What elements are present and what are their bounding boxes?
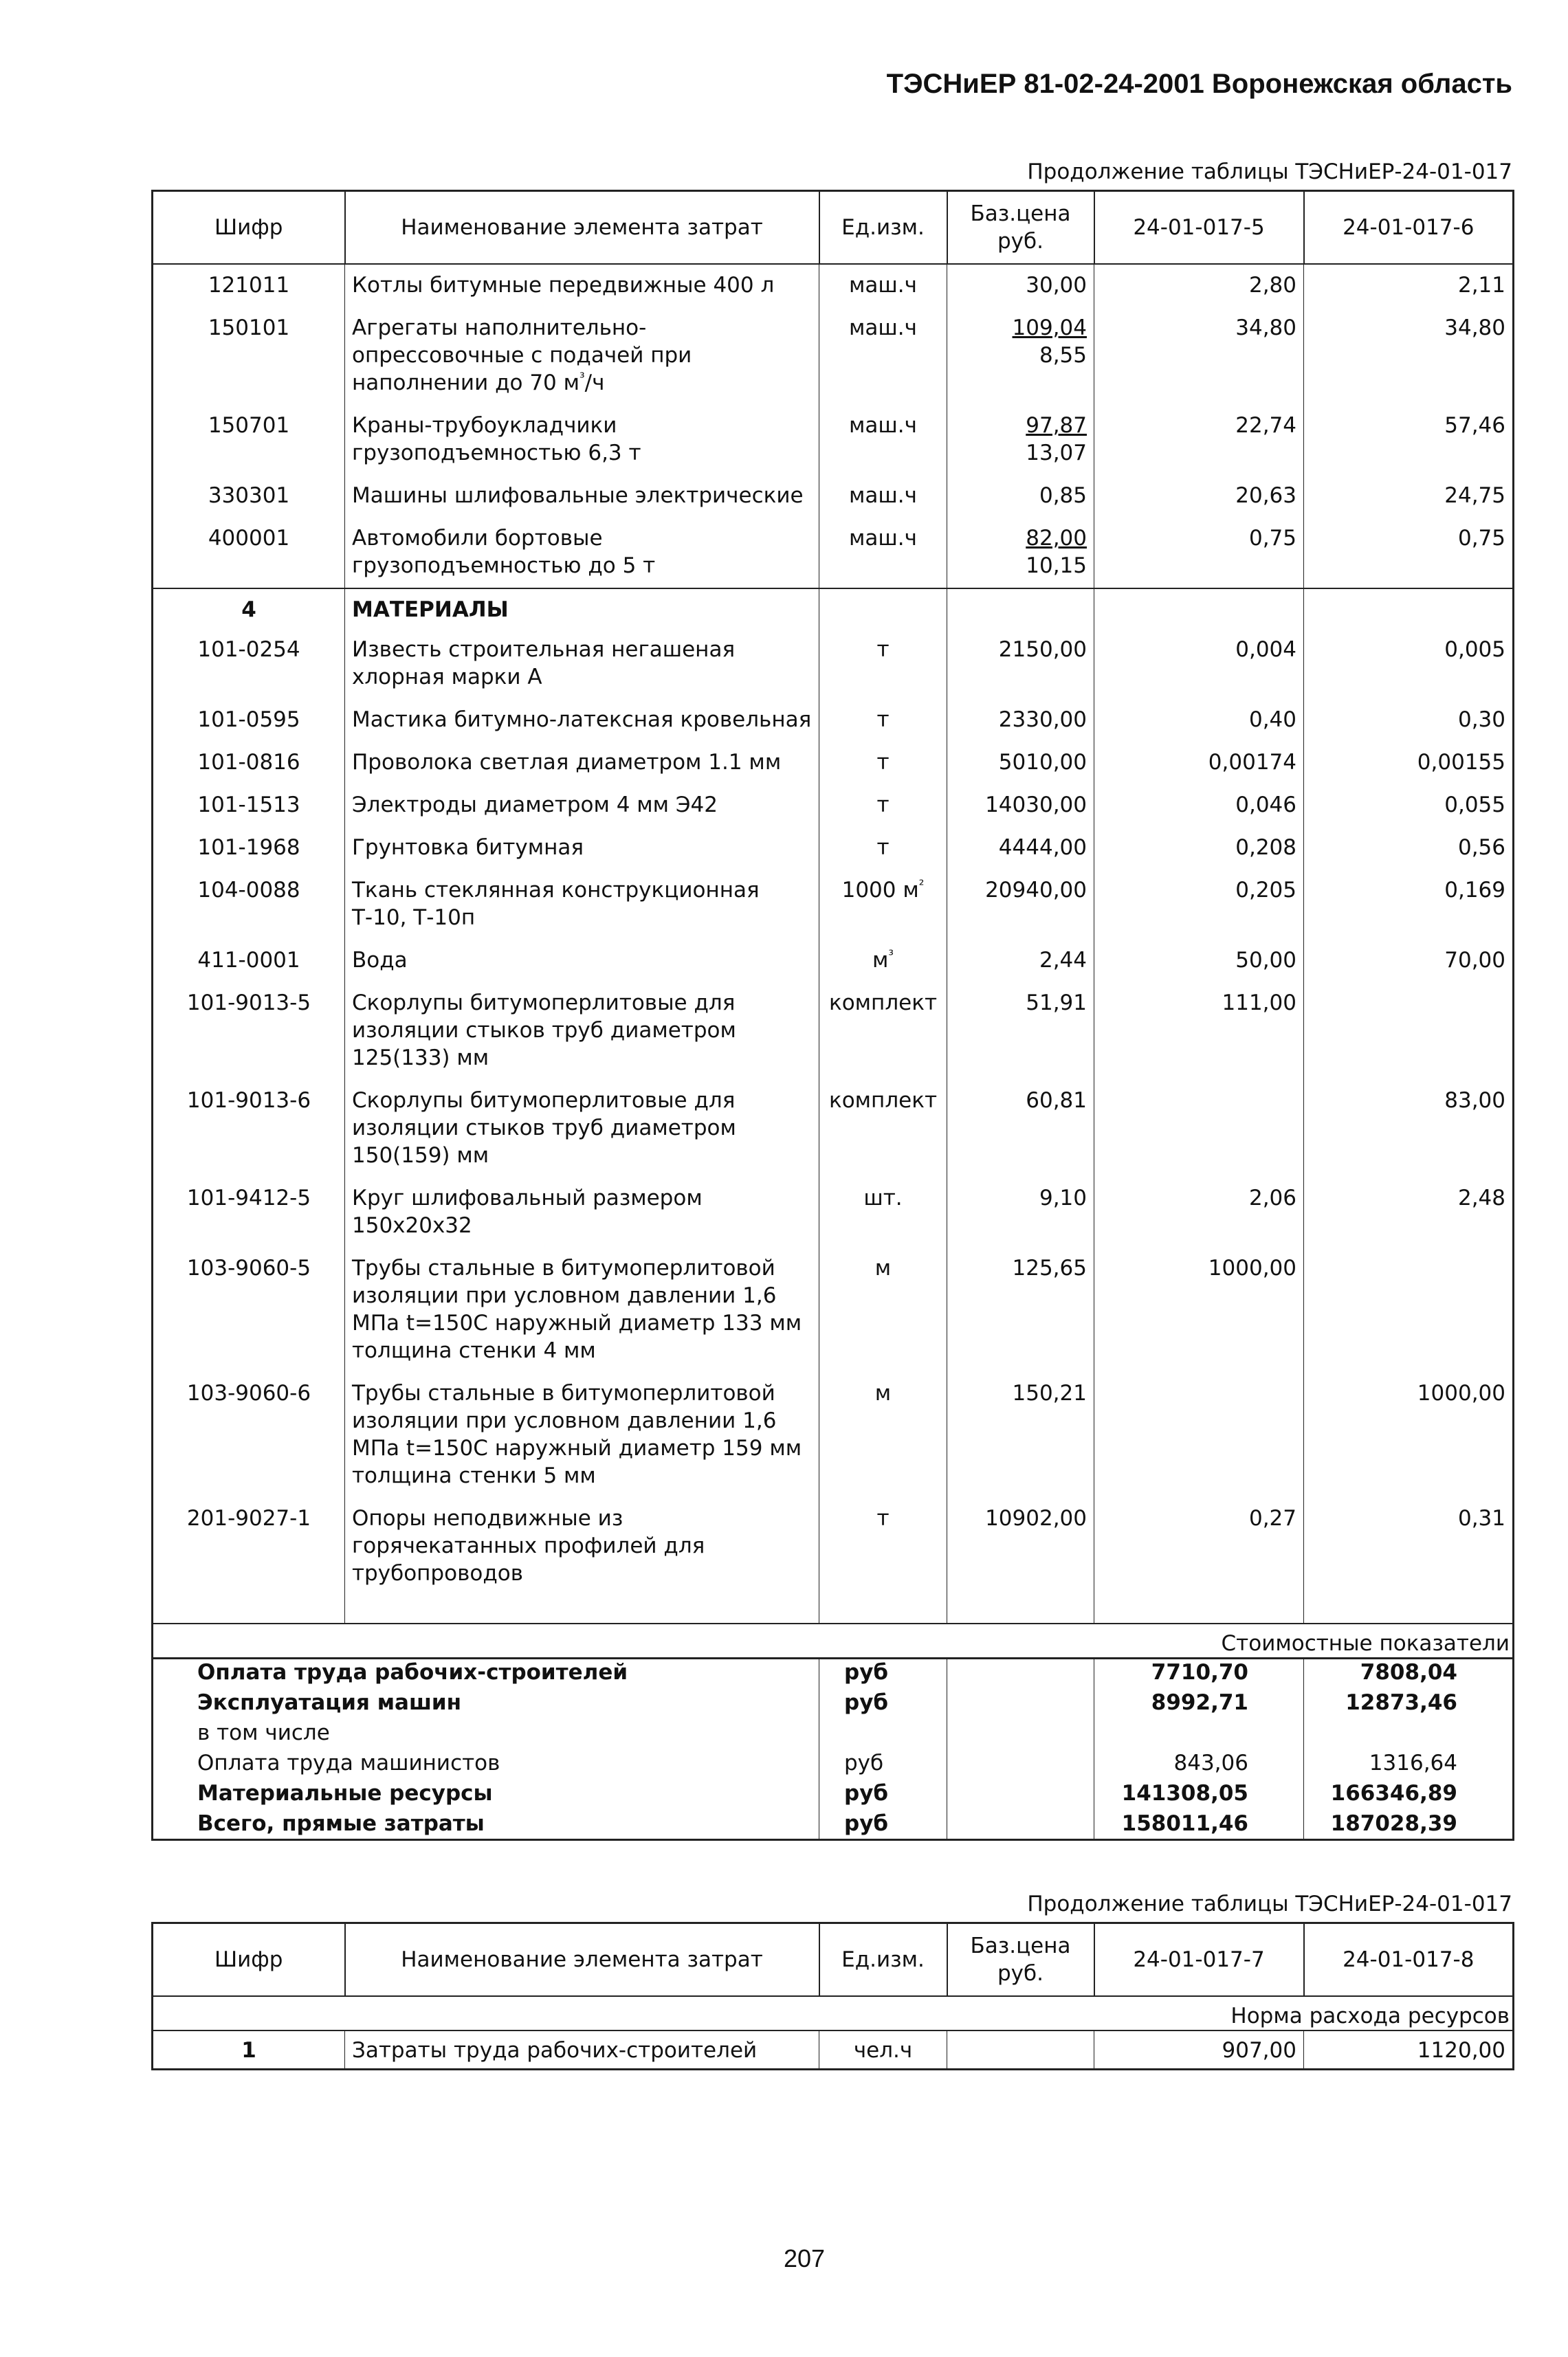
- table-row: [153, 870, 1514, 940]
- cell-price: 4444,00: [947, 827, 1094, 870]
- cost-price: [947, 1718, 1094, 1748]
- cell-col-6: [1304, 982, 1514, 1080]
- cell-col-5: 2,80: [1094, 264, 1304, 307]
- cell-name: Краны-трубоукладчики грузоподъемностью 6,3 т: [345, 405, 819, 475]
- cell-code: 150701: [153, 405, 345, 475]
- cost-row: [153, 1748, 1514, 1778]
- cell-price: 5010,00: [947, 742, 1094, 784]
- cost-summary-table: [151, 1657, 1514, 1841]
- header-unit: Ед.изм.: [819, 191, 947, 265]
- cell-unit: 1000 $м^{^2}$: [819, 870, 947, 940]
- cell-code: 400001: [153, 518, 345, 588]
- continuation-caption-2: Продолжение таблицы ТЭСНиЕР-24-01-017: [1027, 1892, 1512, 1916]
- header-unit: Ед.изм.: [819, 1923, 947, 1997]
- norms-band: Норма расхода ресурсов: [153, 1996, 1514, 2030]
- cell-price: 60,81: [947, 1080, 1094, 1177]
- cost-col-6: 187028,39: [1304, 1808, 1514, 1840]
- cell-col-5: 0,75: [1094, 518, 1304, 588]
- cost-row: [153, 1778, 1514, 1808]
- cell-unit: $м^{^3}$: [819, 940, 947, 982]
- cost-label: Всего, прямые затраты: [153, 1808, 819, 1840]
- cell-unit: м: [819, 1248, 947, 1373]
- cell-col-5: 0,208: [1094, 827, 1304, 870]
- cell-col-6: 24,75: [1304, 475, 1514, 518]
- table-row: [153, 405, 1514, 475]
- cell-unit: маш.ч: [819, 405, 947, 475]
- cell-code: 101-0254: [153, 629, 345, 699]
- cell-name: Мастика битумно-латексная кровельная: [345, 699, 819, 742]
- cell-code: 101-9013-5: [153, 982, 345, 1080]
- cell-col-5: 50,00: [1094, 940, 1304, 982]
- cost-row: [153, 1718, 1514, 1748]
- cell-code: 101-0816: [153, 742, 345, 784]
- cell-col-5: 0,27: [1094, 1498, 1304, 1595]
- cell-name: Затраты труда рабочих-строителей: [345, 2030, 819, 2070]
- table-row: [153, 699, 1514, 742]
- cell-code: 201-9027-1: [153, 1498, 345, 1595]
- document-header: ТЭСНиЕР 81-02-24-2001 Воронежская область: [886, 69, 1512, 99]
- cell-unit: т: [819, 699, 947, 742]
- cost-label: Эксплуатация машин: [153, 1687, 819, 1718]
- header-col-5: 24-01-017-5: [1094, 191, 1304, 265]
- table-row: [153, 982, 1514, 1080]
- cost-row: [153, 1687, 1514, 1718]
- cell-price: 125,65: [947, 1248, 1094, 1373]
- cell-price: 2150,00: [947, 629, 1094, 699]
- cell-name: Известь строительная негашеная хлорная марки А: [345, 629, 819, 699]
- cost-col-5: 7710,70: [1094, 1657, 1304, 1687]
- cell-col-5: 34,80: [1094, 307, 1304, 405]
- cell-price: 20940,00: [947, 870, 1094, 940]
- section-code: 4: [153, 588, 345, 629]
- price-total: 109,04: [1012, 316, 1087, 340]
- header-col-8: 24-01-017-8: [1304, 1923, 1514, 1997]
- cell-col-5: 0,00174: [1094, 742, 1304, 784]
- cell-name: Ткань стеклянная конструкционная Т-10, Т-10п: [345, 870, 819, 940]
- cell-col-6: 2,11: [1304, 264, 1514, 307]
- table-row: [153, 2030, 1514, 2070]
- cell-col-6: 2,48: [1304, 1177, 1514, 1248]
- cost-price: [947, 1657, 1094, 1687]
- cell-price: 14030,00: [947, 784, 1094, 827]
- cell-unit: маш.ч: [819, 475, 947, 518]
- cell-col-6: 34,80: [1304, 307, 1514, 405]
- cell-col-6: 57,46: [1304, 405, 1514, 475]
- cell-col-5: [1094, 588, 1304, 629]
- cell-col-6: 0,169: [1304, 870, 1514, 940]
- cell-name: Круг шлифовальный размером 150х20х32: [345, 1177, 819, 1248]
- cell-col-6: 83,00: [1304, 1080, 1514, 1177]
- table-row: [153, 629, 1514, 699]
- cell-price: 2330,00: [947, 699, 1094, 742]
- table-row: [153, 1177, 1514, 1248]
- cost-unit: руб: [819, 1808, 947, 1840]
- section-row: [153, 588, 1514, 629]
- cell-col-5: [1094, 1080, 1304, 1177]
- cell-col-6: [1304, 588, 1514, 629]
- cell-col-7: 907,00: [1094, 2030, 1304, 2070]
- cost-unit: руб: [819, 1687, 947, 1718]
- cost-col-5: 843,06: [1094, 1748, 1304, 1778]
- cost-price: [947, 1778, 1094, 1808]
- cell-price: [947, 2030, 1094, 2070]
- table-row: [153, 1373, 1514, 1498]
- table-row: [153, 827, 1514, 870]
- cell-price: 2,44: [947, 940, 1094, 982]
- header-price: Баз.цена руб.: [947, 191, 1094, 265]
- cost-label: в том числе: [153, 1718, 819, 1748]
- price-total: 82,00: [1026, 526, 1087, 551]
- cell-name: Проволока светлая диаметром 1.1 мм: [345, 742, 819, 784]
- price-wage-part: 8,55: [1039, 343, 1087, 368]
- table-row: [153, 742, 1514, 784]
- cost-row: [153, 1657, 1514, 1687]
- cost-label: Оплата труда машинистов: [153, 1748, 819, 1778]
- cell-name: Скорлупы битумоперлитовые для изоляции стыков труб диаметром 150(159) мм: [345, 1080, 819, 1177]
- header-name: Наименование элемента затрат: [345, 1923, 819, 1997]
- header-col-6: 24-01-017-6: [1304, 191, 1514, 265]
- cell-col-5: 22,74: [1094, 405, 1304, 475]
- table-header-row: [153, 1923, 1514, 1997]
- cell-unit: [819, 588, 947, 629]
- cell-name: Котлы битумные передвижные 400 л: [345, 264, 819, 307]
- cost-indicators-band: Стоимостные показатели: [153, 1624, 1514, 1659]
- cell-name: Опоры неподвижные из горячекатанных профилей для трубопроводов: [345, 1498, 819, 1595]
- cost-row: [153, 1808, 1514, 1840]
- table-row: [153, 475, 1514, 518]
- cost-col-5: [1094, 1718, 1304, 1748]
- cost-unit: руб: [819, 1657, 947, 1687]
- cell-col-5: 111,00: [1094, 982, 1304, 1080]
- page-number: 207: [784, 2244, 826, 2272]
- cell-price: 150,21: [947, 1373, 1094, 1498]
- cost-unit: руб: [819, 1748, 947, 1778]
- cell-price: 10902,00: [947, 1498, 1094, 1595]
- cell-name: Автомобили бортовые грузоподъемностью до 5 т: [345, 518, 819, 588]
- resources-table-1: [151, 190, 1514, 1659]
- cell-code: 1: [153, 2030, 345, 2070]
- cell-unit: т: [819, 1498, 947, 1595]
- table-row: [153, 1080, 1514, 1177]
- spacer-row: [153, 1595, 1514, 1624]
- cell-price: [947, 307, 1094, 405]
- cell-code: 103-9060-5: [153, 1248, 345, 1373]
- cell-col-5: 0,205: [1094, 870, 1304, 940]
- price-wage-part: 10,15: [1026, 553, 1087, 578]
- cost-col-6: 1316,64: [1304, 1748, 1514, 1778]
- cell-code: 101-1513: [153, 784, 345, 827]
- cell-col-5: 0,004: [1094, 629, 1304, 699]
- table-row: [153, 1248, 1514, 1373]
- cost-price: [947, 1687, 1094, 1718]
- cell-code: 150101: [153, 307, 345, 405]
- cell-price: [947, 475, 1094, 518]
- cell-code: 104-0088: [153, 870, 345, 940]
- header-col-7: 24-01-017-7: [1094, 1923, 1304, 1997]
- header-code: Шифр: [153, 1923, 345, 1997]
- cost-col-5: 8992,71: [1094, 1687, 1304, 1718]
- cost-label: Оплата труда рабочих-строителей: [153, 1657, 819, 1687]
- header-price: Баз.цена руб.: [947, 1923, 1094, 1997]
- table-row: [153, 518, 1514, 588]
- cell-name: Агрегаты наполнительно-опрессовочные с подачей при наполнении до 70 $м^{^3}/ч$: [345, 307, 819, 405]
- cell-unit: маш.ч: [819, 307, 947, 405]
- continuation-caption: Продолжение таблицы ТЭСНиЕР-24-01-017: [1027, 159, 1512, 184]
- cell-col-5: 0,40: [1094, 699, 1304, 742]
- cell-col-5: 1000,00: [1094, 1248, 1304, 1373]
- cost-col-6: 7808,04: [1304, 1657, 1514, 1687]
- cell-col-6: 0,005: [1304, 629, 1514, 699]
- header-name: Наименование элемента затрат: [345, 191, 819, 265]
- cell-unit: м: [819, 1373, 947, 1498]
- cell-code: 103-9060-6: [153, 1373, 345, 1498]
- table-row: [153, 1498, 1514, 1595]
- cell-unit: т: [819, 784, 947, 827]
- cell-unit: комплект: [819, 1080, 947, 1177]
- cell-col-6: 0,00155: [1304, 742, 1514, 784]
- cell-name: Трубы стальные в битумоперлитовой изоляции при условном давлении 1,6 МПа t=150С наружный диаметр 159 мм толщина стенки 5 мм: [345, 1373, 819, 1498]
- cell-unit: комплект: [819, 982, 947, 1080]
- cell-price: 51,91: [947, 982, 1094, 1080]
- cell-col-6: 0,75: [1304, 518, 1514, 588]
- cell-name: Скорлупы битумоперлитовые для изоляции стыков труб диаметром 125(133) мм: [345, 982, 819, 1080]
- cost-col-6: [1304, 1718, 1514, 1748]
- cell-name: Грунтовка битумная: [345, 827, 819, 870]
- cell-col-8: 1120,00: [1304, 2030, 1514, 2070]
- cost-unit: руб: [819, 1778, 947, 1808]
- section-title: МАТЕРИАЛЫ: [345, 588, 819, 629]
- cost-price: [947, 1808, 1094, 1840]
- price-total: 0,85: [1039, 483, 1087, 508]
- cost-col-6: 166346,89: [1304, 1778, 1514, 1808]
- cell-unit: маш.ч: [819, 518, 947, 588]
- cell-col-6: 0,055: [1304, 784, 1514, 827]
- cell-price: 9,10: [947, 1177, 1094, 1248]
- table-header-row: [153, 191, 1514, 265]
- cell-name: Трубы стальные в битумоперлитовой изоляции при условном давлении 1,6 МПа t=150С наружный диаметр 133 мм толщина стенки 4 мм: [345, 1248, 819, 1373]
- cell-name: Электроды диаметром 4 мм Э42: [345, 784, 819, 827]
- cell-unit: шт.: [819, 1177, 947, 1248]
- header-code: Шифр: [153, 191, 345, 265]
- cell-code: 101-1968: [153, 827, 345, 870]
- table-row: [153, 940, 1514, 982]
- cost-label: Материальные ресурсы: [153, 1778, 819, 1808]
- cell-col-5: 20,63: [1094, 475, 1304, 518]
- cell-price: [947, 588, 1094, 629]
- table-row: [153, 307, 1514, 405]
- cell-unit: т: [819, 629, 947, 699]
- cost-price: [947, 1748, 1094, 1778]
- cell-col-6: 0,30: [1304, 699, 1514, 742]
- cell-unit: т: [819, 827, 947, 870]
- cost-col-5: 158011,46: [1094, 1808, 1304, 1840]
- cell-col-6: 1000,00: [1304, 1373, 1514, 1498]
- cell-code: 101-9412-5: [153, 1177, 345, 1248]
- cell-col-6: 0,31: [1304, 1498, 1514, 1595]
- cell-code: 101-0595: [153, 699, 345, 742]
- price-total: 97,87: [1026, 413, 1087, 438]
- resources-table-2: [151, 1922, 1514, 2070]
- cell-col-6: [1304, 1248, 1514, 1373]
- cell-price: [947, 264, 1094, 307]
- cell-code: 121011: [153, 264, 345, 307]
- cell-code: 411-0001: [153, 940, 345, 982]
- price-total: 30,00: [1026, 273, 1087, 298]
- cell-unit: т: [819, 742, 947, 784]
- cell-price: [947, 405, 1094, 475]
- table-row: [153, 784, 1514, 827]
- cost-unit: [819, 1718, 947, 1748]
- cell-col-5: 0,046: [1094, 784, 1304, 827]
- cell-col-5: [1094, 1373, 1304, 1498]
- cell-col-6: 0,56: [1304, 827, 1514, 870]
- cost-col-5: 141308,05: [1094, 1778, 1304, 1808]
- cell-name: Вода: [345, 940, 819, 982]
- cell-unit: маш.ч: [819, 264, 947, 307]
- table-row: [153, 264, 1514, 307]
- cell-code: 330301: [153, 475, 345, 518]
- cell-code: 101-9013-6: [153, 1080, 345, 1177]
- cell-col-5: 2,06: [1094, 1177, 1304, 1248]
- cost-col-6: 12873,46: [1304, 1687, 1514, 1718]
- cell-col-6: 70,00: [1304, 940, 1514, 982]
- cell-unit: чел.ч: [819, 2030, 947, 2070]
- cell-price: [947, 518, 1094, 588]
- cell-name: Машины шлифовальные электрические: [345, 475, 819, 518]
- price-wage-part: 13,07: [1026, 441, 1087, 465]
